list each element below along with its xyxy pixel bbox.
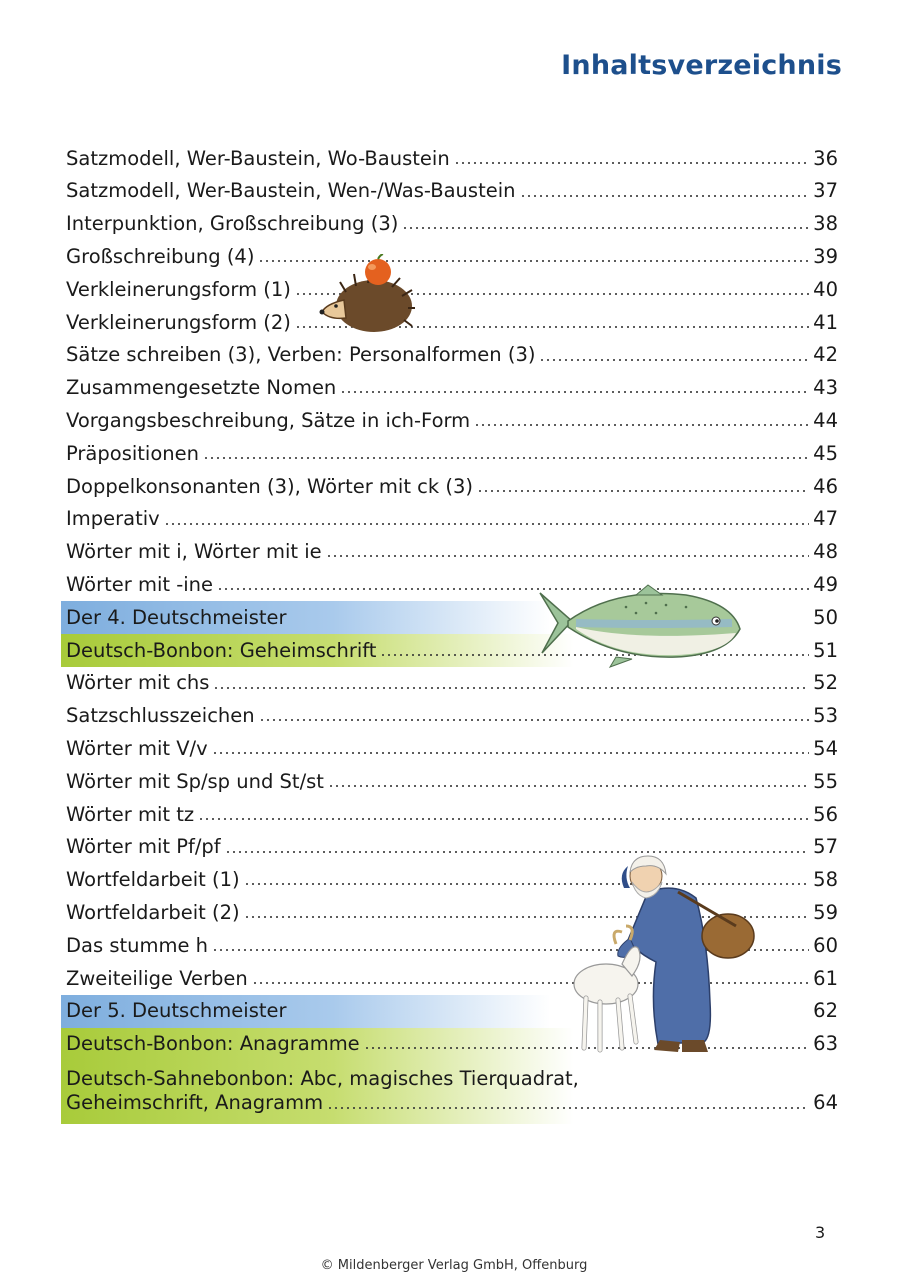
toc-entry-label: Wörter mit tz [66, 802, 195, 826]
toc-entry-label: Vorgangsbeschreibung, Sätze in ich-Form [66, 409, 471, 433]
toc-entry [61, 732, 838, 765]
toc-entry-page: 46 [813, 474, 838, 498]
toc-entry-label: Wortfeldarbeit (1) [66, 868, 240, 892]
toc-entry [61, 667, 838, 700]
toc-entry-page: 37 [813, 179, 838, 203]
dot-leader [327, 1104, 809, 1112]
toc-entry-page: 43 [813, 376, 838, 400]
toc-entry-label: Wörter mit -ine [66, 573, 214, 596]
toc-entry-page: 56 [813, 802, 838, 826]
toc-entry-label: Wörter mit chs [66, 671, 210, 695]
dot-leader [213, 684, 809, 692]
toc-entry-page: 57 [813, 835, 838, 859]
toc-entry-label: Zweiteilige Verben [66, 966, 248, 990]
toc-entry-page: 48 [813, 540, 838, 564]
toc-entry-page: 62 [813, 999, 838, 1023]
toc-entry-page: 45 [813, 441, 838, 465]
toc-entry [61, 339, 838, 372]
dot-leader [326, 552, 810, 560]
toc-entry [61, 765, 838, 798]
toc-entry-page: 58 [813, 868, 838, 892]
dot-leader [203, 454, 809, 462]
toc-entry-page: 53 [813, 704, 838, 728]
toc-entry-label: Satzschlusszeichen [66, 704, 255, 728]
toc-entry-label: Zusammengesetzte Nomen [66, 376, 337, 400]
toc-entry-label: Wörter mit Pf/pf [66, 835, 221, 859]
toc-entry [61, 1060, 838, 1124]
toc-entry-label: Der 5. Deutschmeister [66, 999, 287, 1023]
toc-entry [61, 208, 838, 241]
dot-leader [259, 716, 810, 724]
toc-entry-page: 41 [813, 310, 838, 334]
dot-leader [212, 749, 810, 757]
toc-entry-label: Wortfeldarbeit (2) [66, 900, 240, 924]
toc-entry [61, 175, 838, 208]
toc-entry [61, 798, 838, 831]
toc-entry-page: 59 [813, 900, 838, 924]
toc-entry [61, 142, 838, 175]
toc-entry [61, 372, 838, 405]
toc-entry [61, 536, 838, 569]
dot-leader [164, 520, 809, 528]
dot-leader [477, 487, 809, 495]
toc-entry-label: Geheimschrift, Anagramm [66, 1090, 324, 1114]
toc-entry-label: Deutsch-Sahnebonbon: Abc, magisches Tierquadrat, [66, 1067, 579, 1091]
toc-entry-label: Deutsch-Bonbon: Anagramme [66, 1032, 360, 1056]
toc-entry-page: 44 [813, 409, 838, 433]
toc-entry-page: 40 [813, 277, 838, 301]
dot-leader [520, 192, 810, 200]
dot-leader [474, 421, 809, 429]
toc-entry-page: 42 [813, 343, 838, 367]
fish-icon [536, 583, 746, 669]
toc-entry [61, 700, 838, 733]
toc-entry-page: 64 [813, 1090, 838, 1114]
toc-entry-page: 39 [813, 245, 838, 269]
toc-entry-page: 49 [813, 573, 838, 596]
toc-entry-label: Interpunktion, Großschreibung (3) [66, 212, 399, 236]
toc-entry-label: Satzmodell, Wer-Baustein, Wen-/Was-Baustein [66, 179, 516, 203]
toc-entry-label: Verkleinerungsform (2) [66, 310, 291, 334]
toc-entry [61, 470, 838, 503]
dot-leader [198, 815, 809, 823]
shepherd-with-goat-icon [566, 852, 766, 1062]
toc-entry-label: Großschreibung (4) [66, 245, 255, 269]
toc-entry [61, 437, 838, 470]
toc-entry [61, 306, 838, 339]
toc-entry [61, 404, 838, 437]
toc-entry-label: Wörter mit i, Wörter mit ie [66, 540, 322, 564]
toc-entry-label: Imperativ [66, 507, 160, 531]
dot-leader [454, 159, 809, 167]
toc-entry-page: 36 [813, 146, 838, 170]
toc-entry-label: Deutsch-Bonbon: Geheimschrift [66, 638, 377, 662]
page-title: Inhaltsverzeichnis [561, 50, 842, 81]
toc-entry-label: Satzmodell, Wer-Baustein, Wo-Baustein [66, 146, 450, 170]
toc-entry-page: 63 [813, 1032, 838, 1056]
toc-entry-label: Das stumme h [66, 933, 209, 957]
toc-entry-page: 52 [813, 671, 838, 695]
dot-leader [539, 356, 809, 364]
toc-entry-page: 38 [813, 212, 838, 236]
page-number: 3 [815, 1223, 826, 1242]
toc-entry-label: Doppelkonsonanten (3), Wörter mit ck (3) [66, 474, 474, 498]
hedgehog-with-apple-icon [316, 254, 416, 336]
copyright-notice: © Mildenberger Verlag GmbH, Offenburg [320, 1258, 588, 1273]
toc-entry-page: 51 [813, 638, 838, 662]
toc-entry-page: 55 [813, 769, 838, 793]
toc-entry-page: 60 [813, 933, 838, 957]
toc-entry-label: Wörter mit V/v [66, 736, 208, 760]
toc-entry [61, 503, 838, 536]
toc-entry [61, 240, 838, 273]
toc-entry-label: Verkleinerungsform (1) [66, 277, 291, 301]
toc-entry-label: Der 4. Deutschmeister [66, 605, 287, 629]
toc-entry-page: 50 [813, 605, 838, 629]
toc-entry-label: Präpositionen [66, 441, 199, 465]
toc-entry-page: 54 [813, 736, 838, 760]
toc-entry-label: Wörter mit Sp/sp und St/st [66, 769, 324, 793]
dot-leader [402, 224, 809, 232]
dot-leader [340, 388, 809, 396]
toc-entry [61, 273, 838, 306]
toc-entry-page: 47 [813, 507, 838, 531]
dot-leader [328, 782, 809, 790]
toc-entry-page: 61 [813, 966, 838, 990]
toc-entry-label: Sätze schreiben (3), Verben: Personalformen (3) [66, 343, 536, 367]
